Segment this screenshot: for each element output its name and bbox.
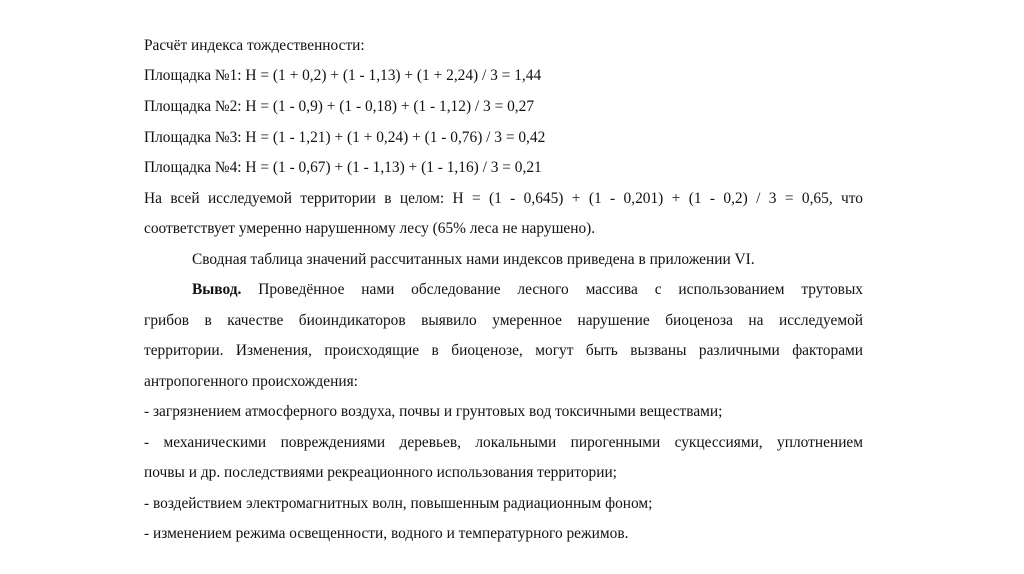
- conclusion-line-4: антропогенного происхождения:: [144, 373, 358, 390]
- factor-2-line-2: почвы и др. последствиями рекреационного использования территории;: [144, 464, 617, 481]
- conclusion-line-1: [192, 280, 863, 300]
- conclusion-label: Вывод.: [192, 281, 242, 298]
- site-1-formula: Площадка №1: Н = (1 + 0,2) + (1 - 1,13) + (1 + 2,24) / 3 = 1,44: [144, 67, 542, 84]
- factor-4: - изменением режима освещенности, водного и температурного режимов.: [144, 525, 629, 542]
- total-line-2: соответствует умеренно нарушенному лесу (65% леса не нарушено).: [144, 220, 596, 237]
- site-4-formula: Площадка №4: Н = (1 - 0,67) + (1 - 1,13) + (1 - 1,16) / 3 = 0,21: [144, 159, 542, 176]
- heading: Расчёт индекса тождественности:: [144, 37, 365, 54]
- conclusion-line-2: грибов в качестве биоиндикаторов выявило умеренное нарушение биоценоза на исследуемой: [144, 312, 863, 329]
- site-3-formula: Площадка №3: Н = (1 - 1,21) + (1 + 0,24) + (1 - 0,76) / 3 = 0,42: [144, 129, 546, 146]
- factor-2-line-1: - механическими повреждениями деревьев, локальными пирогенными сукцессиями, уплотнением: [144, 434, 863, 451]
- summary-note: Сводная таблица значений рассчитанных нами индексов приведена в приложении VI.: [192, 251, 755, 268]
- conclusion-line-1-text: Проведённое нами обследование лесного массива с использованием трутовых: [241, 281, 863, 298]
- site-2-formula: Площадка №2: Н = (1 - 0,9) + (1 - 0,18) + (1 - 1,12) / 3 = 0,27: [144, 98, 535, 115]
- total-line-1: На всей исследуемой территории в целом: Н = (1 - 0,645) + (1 - 0,201) + (1 - 0,2) / 3 = 0,65, что: [144, 190, 863, 207]
- factor-3: - воздействием электромагнитных волн, повышенным радиационным фоном;: [144, 495, 653, 512]
- conclusion-line-3: территории. Изменения, происходящие в биоценозе, могут быть вызваны различными факторами: [144, 342, 863, 359]
- factor-1: - загрязнением атмосферного воздуха, почвы и грунтовых вод токсичными веществами;: [144, 403, 723, 420]
